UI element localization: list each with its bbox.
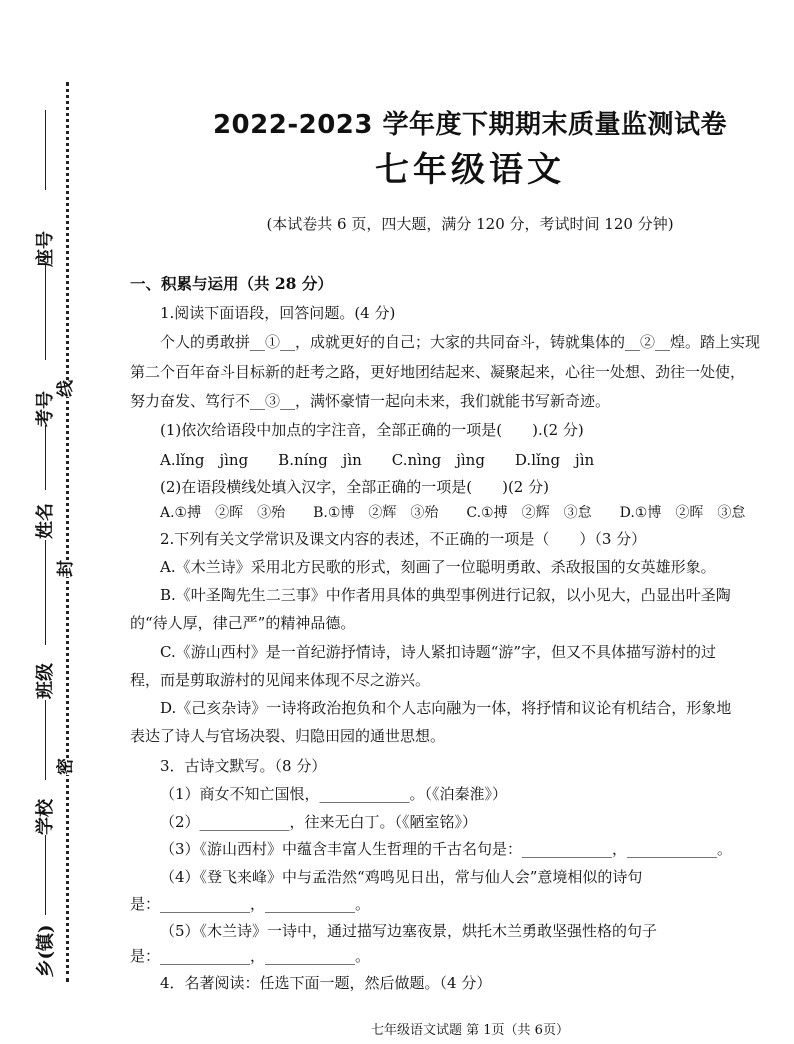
township-label: 乡(镇) — [35, 924, 57, 978]
question-1-2-options: A.①搏 ②晖 ③殆 B.①博 ②辉 ③殆 C.①搏 ②辉 ③怠 D.①博 ②晖 ③怠 — [160, 505, 746, 521]
class-label: 班级 — [35, 663, 56, 699]
passage-line: 努力奋发、笃行不__③__，满怀豪情一起向未来，我们就能书写新奇迹。 — [130, 392, 611, 410]
question-2-option-b-cont: 的“待人厚，律己严”的精神品德。 — [130, 614, 356, 632]
question-3-2: （2）____________，往来无白丁。（《陋室铭》） — [160, 813, 478, 831]
exam-number-label: 考号 — [35, 391, 56, 427]
question-3-5-answer: 是：____________，____________。 — [130, 947, 371, 965]
question-2-stem: 2.下列有关文学常识及课文内容的表述，不正确的一项是（ ）（3 分） — [160, 530, 647, 548]
question-3-stem: 3．古诗文默写。（8 分） — [160, 757, 327, 775]
township-line[interactable] — [45, 835, 46, 915]
question-3-5: （5）《木兰诗》一诗中，通过描写边塞夜景，烘托木兰勇敢坚强性格的句子 — [160, 922, 658, 940]
question-3-3: （3）《游山西村》中蕴含丰富人生哲理的千古名句是：____________，____________。 — [160, 840, 733, 858]
school-label: 学校 — [35, 799, 56, 835]
seal-char-mi: 密 — [56, 758, 76, 775]
question-1-2: (2)在语段横线处填入汉字，全部正确的一项是( )(2 分) — [160, 478, 549, 496]
school-line[interactable] — [45, 700, 46, 780]
subject-title: 七年级语文 — [375, 150, 565, 190]
question-1-1: (1)依次给语段中加点的字注音，全部正确的一项是( ).(2 分) — [160, 421, 584, 439]
seat-number-label: 座号 — [35, 231, 56, 267]
seal-char-feng: 封 — [56, 560, 76, 577]
question-3-1: （1）商女不知亡国恨，____________。（《泊秦淮》） — [160, 785, 508, 803]
question-3-4: （4）《登飞来峰》中与孟浩然“鸡鸣见日出，常与仙人会”意境相似的诗句 — [160, 868, 643, 886]
name-label: 姓名 — [35, 503, 56, 539]
class-line[interactable] — [45, 540, 46, 645]
question-2-option-b: B.《叶圣陶先生二三事》中作者用具体的典型事例进行记叙，以小见大，凸显出叶圣陶 — [160, 586, 731, 604]
question-2-option-d: D.《己亥杂诗》一诗将政治抱负和个人志向融为一体，将抒情和议论有机结合，形象地 — [160, 699, 732, 717]
question-4-stem: 4．名著阅读：任选下面一题，然后做题。（4 分） — [160, 974, 492, 992]
binding-margin — [0, 0, 90, 1044]
question-1-stem: 1.阅读下面语段，回答问题。(4 分) — [160, 304, 396, 322]
name-line[interactable] — [45, 425, 46, 490]
exam-note: (本试卷共 6 页，四大题，满分 120 分，考试时间 120 分钟) — [266, 215, 674, 233]
question-1-1-options: A.lǐng jìng B.níng jìn C.nìng jìng D.lǐng jìn — [160, 451, 595, 469]
seal-dotted-line — [66, 82, 69, 982]
passage-line: 第二个百年奋斗目标新的赶考之路，更好地团结起来、凝聚起来，心往一处想、劲往一处使， — [130, 363, 746, 381]
exam-number-line[interactable] — [45, 265, 46, 360]
question-2-option-a: A.《木兰诗》采用北方民歌的形式，刻画了一位聪明勇敢、杀敌报国的女英雄形象。 — [160, 558, 716, 576]
question-2-option-d-cont: 表达了诗人与官场决裂、归隐田园的通世思想。 — [130, 727, 446, 745]
question-3-4-answer: 是：____________，____________。 — [130, 895, 371, 913]
seal-char-xian: 线 — [56, 380, 76, 397]
exam-title: 2022-2023 学年度下期期末质量监测试卷 — [212, 110, 728, 140]
seat-number-line[interactable] — [45, 110, 46, 190]
page-footer: 七年级语文试题 第 1页（共 6页） — [371, 1023, 569, 1038]
question-2-option-c: C.《游山西村》是一首纪游抒情诗，诗人紧扣诗题“游”字，但又不具体描写游村的过 — [160, 643, 717, 661]
passage-line: 个人的勇敢拼__①__，成就更好的自己；大家的共同奋斗，铸就集体的__②__煌。踏上实现 — [160, 333, 761, 351]
question-2-option-c-cont: 程，而是剪取游村的见闻来体现不尽之游兴。 — [130, 671, 431, 689]
section-heading: 一、积累与运用（共 28 分） — [130, 274, 333, 293]
